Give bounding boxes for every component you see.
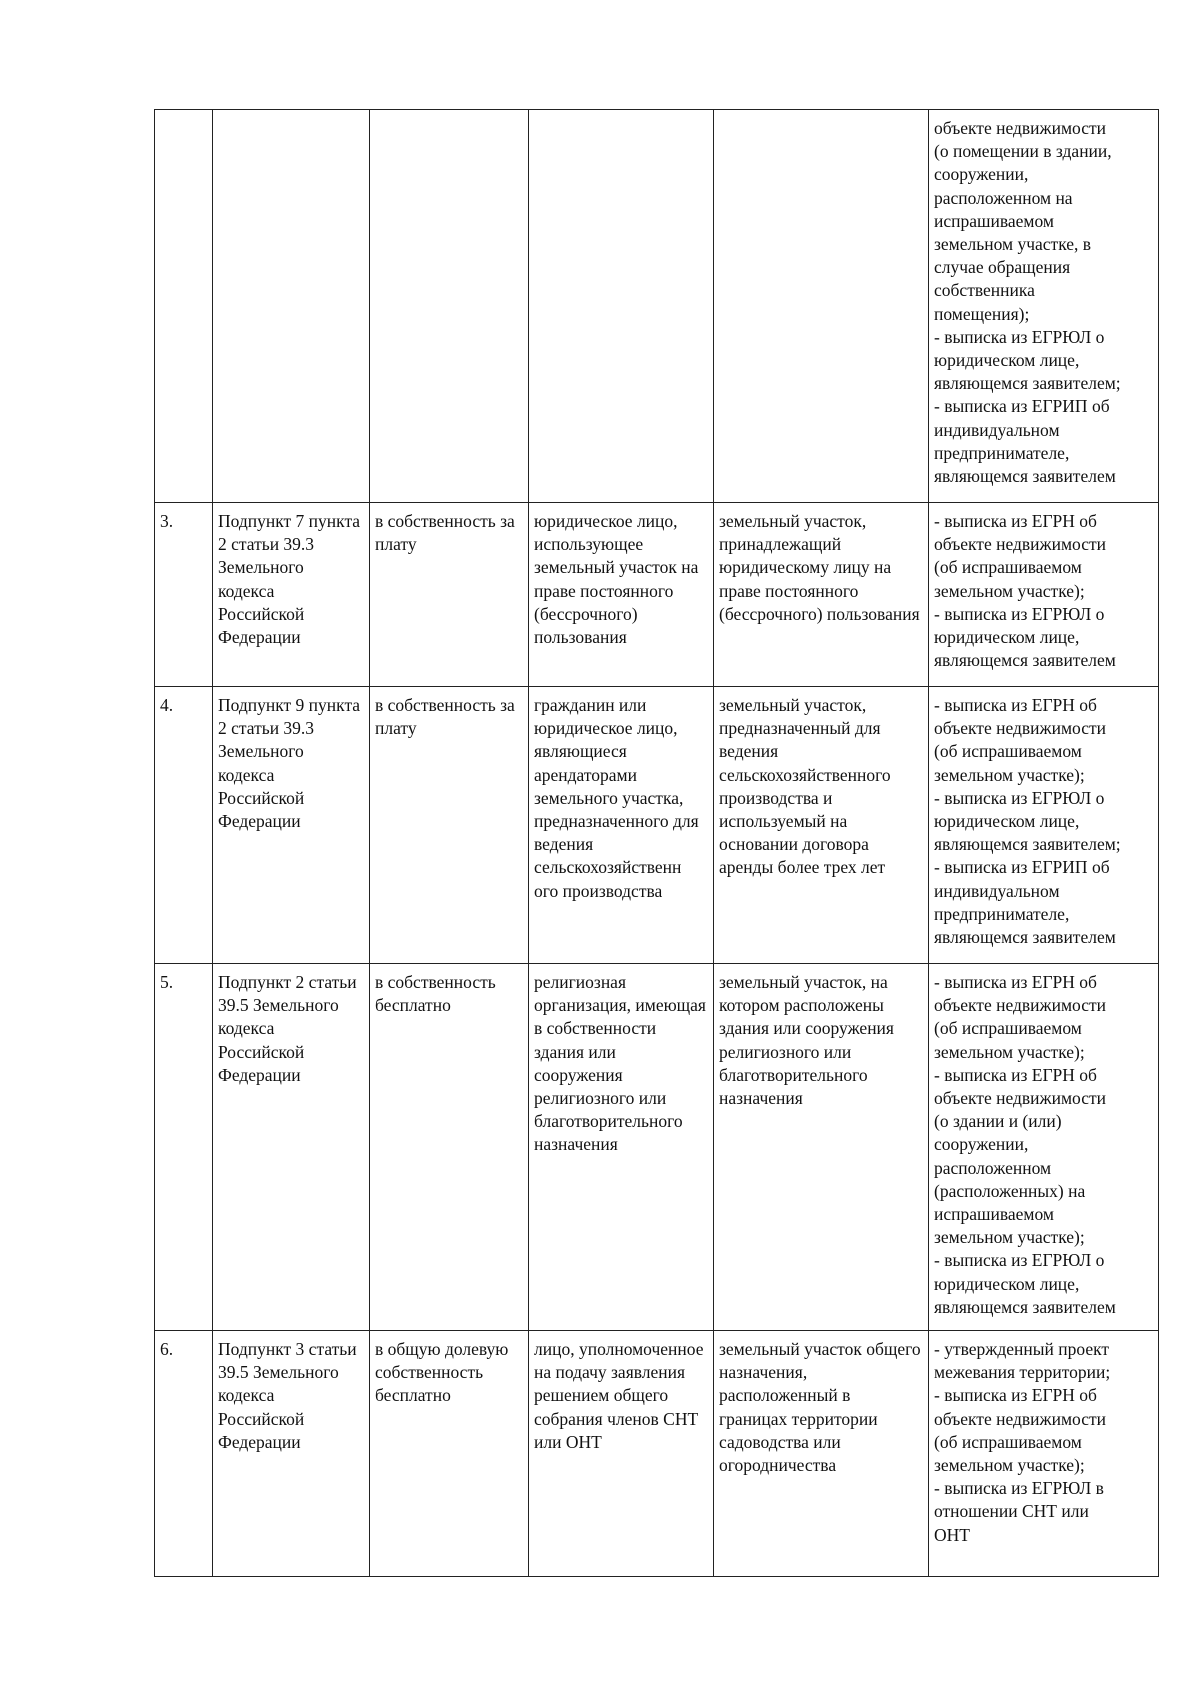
document-line: объекте недвижимости [934,118,1107,138]
document-line: собственника [934,280,1035,301]
legal-basis-cell: Подпункт 7 пункта 2 статьи 39.3 Земельного кодекса Российской Федерации [213,503,370,687]
document-line: юридическом лице, [934,627,1080,648]
land-documents-table [154,109,1159,1577]
row-number: 5. [155,964,213,1331]
right-type-cell [370,110,529,503]
document-line: - выписка из ЕГРЮЛ о [934,326,1105,347]
document-line: расположенном на [934,187,1073,208]
document-line: сооружении, [934,1134,1029,1155]
right-type-cell: в собственность за плату [370,503,529,687]
document-line: земельном участке); [934,1041,1085,1062]
document-line: являющемся заявителем; [934,373,1121,394]
document-line: - выписка из ЕГРН об [934,1064,1097,1085]
document-line: - выписка из ЕГРН об [934,1385,1097,1406]
document-line: юридическом лице, [934,1273,1080,1294]
documents-cell [929,1331,1159,1577]
document-line: (об испрашиваемом [934,1018,1082,1039]
document-line: (о помещении в здании, [934,141,1112,162]
table-row [155,1331,1159,1577]
document-line: земельном участке); [934,1227,1085,1248]
row-number: 6. [155,1331,213,1577]
document-line: объекте недвижимости [934,995,1107,1016]
document-line: испрашиваемом [934,1204,1054,1225]
document-line: индивидуальном [934,880,1060,901]
document-line: являющемся заявителем [934,1296,1116,1317]
document-line: юридическом лице, [934,350,1080,371]
document-line: отношении СНТ или [934,1501,1089,1522]
documents-cell [929,964,1159,1331]
land-plot-cell: земельный участок общего назначения, расположенный в границах территории садоводства или огородничества [714,1331,929,1577]
legal-basis-cell [213,110,370,503]
document-line: - выписка из ЕГРН об [934,972,1097,992]
document-line: объекте недвижимости [934,1088,1107,1109]
applicant-cell: юридическое лицо, использующее земельный участок на праве постоянного (бессрочного) пользования [529,503,714,687]
documents-cell [929,110,1159,503]
document-line: юридическом лице, [934,811,1080,832]
row-number: 3. [155,503,213,687]
document-line: объекте недвижимости [934,1408,1107,1429]
document-line: земельном участке, в [934,234,1092,255]
applicant-cell: гражданин или юридическое лицо, являющиеся арендаторами земельного участка, предназначенного для ведения сельскохозяйственн ого производства [529,687,714,964]
right-type-cell: в собственность за плату [370,687,529,964]
document-line: (о здании и (или) [934,1111,1062,1132]
document-line: (расположенных) на [934,1180,1086,1201]
row-number [155,110,213,503]
table-row [155,687,1159,964]
document-line: испрашиваемом [934,210,1054,231]
document-line: (об испрашиваемом [934,1431,1082,1452]
table-row [155,503,1159,687]
document-line: сооружении, [934,164,1029,185]
document-line: земельном участке); [934,764,1085,785]
document-line: помещения); [934,303,1030,324]
documents-cell [929,503,1159,687]
table-row [155,964,1159,1331]
documents-cell [929,687,1159,964]
document-line: (об испрашиваемом [934,741,1082,762]
document-line: являющемся заявителем [934,650,1116,671]
document-line: межевания территории; [934,1362,1111,1383]
land-plot-cell: земельный участок, на котором расположены здания или сооружения религиозного или благотворительного назначения [714,964,929,1331]
document-line: - выписка из ЕГРИП об [934,857,1110,878]
land-plot-cell: земельный участок, принадлежащий юридическому лицу на праве постоянного (бессрочного) пользования [714,503,929,687]
applicant-cell: лицо, уполномоченное на подачу заявления решением общего собрания членов СНТ или ОНТ [529,1331,714,1577]
document-line: земельном участке); [934,1455,1085,1476]
document-line: случае обращения [934,257,1071,278]
legal-basis-cell: Подпункт 9 пункта 2 статьи 39.3 Земельного кодекса Российской Федерации [213,687,370,964]
applicant-cell [529,110,714,503]
document-line: ОНТ [934,1524,970,1545]
document-line: объекте недвижимости [934,534,1107,555]
document-line: являющемся заявителем [934,466,1116,487]
row-number: 4. [155,687,213,964]
document-line: земельном участке); [934,580,1085,601]
document-line: - выписка из ЕГРН об [934,695,1097,715]
land-plot-cell: земельный участок, предназначенный для ведения сельскохозяйственного производства и используемый на основании договора аренды более трех лет [714,687,929,964]
document-line: предпринимателе, [934,442,1070,463]
document-line: индивидуальном [934,419,1060,440]
document-line: являющемся заявителем [934,927,1116,948]
document-line: (об испрашиваемом [934,557,1082,578]
document-line: являющемся заявителем; [934,834,1121,855]
document-line: расположенном [934,1157,1052,1178]
document-line: - выписка из ЕГРЮЛ о [934,1250,1105,1271]
document-line: - утвержденный проект [934,1339,1110,1359]
right-type-cell: в общую долевую собственность бесплатно [370,1331,529,1577]
applicant-cell: религиозная организация, имеющая в собственности здания или сооружения религиозного или благотворительного назначения [529,964,714,1331]
document-line: - выписка из ЕГРИП об [934,396,1110,417]
document-line: - выписка из ЕГРЮЛ о [934,603,1105,624]
right-type-cell: в собственность бесплатно [370,964,529,1331]
document-line: - выписка из ЕГРН об [934,511,1097,531]
document-line: - выписка из ЕГРЮЛ в [934,1478,1104,1499]
table-row [155,110,1159,503]
document-line: предпринимателе, [934,903,1070,924]
document-line: объекте недвижимости [934,718,1107,739]
document-line: - выписка из ЕГРЮЛ о [934,787,1105,808]
legal-basis-cell: Подпункт 2 статьи 39.5 Земельного кодекса Российской Федерации [213,964,370,1331]
legal-basis-cell: Подпункт 3 статьи 39.5 Земельного кодекса Российской Федерации [213,1331,370,1577]
land-plot-cell [714,110,929,503]
